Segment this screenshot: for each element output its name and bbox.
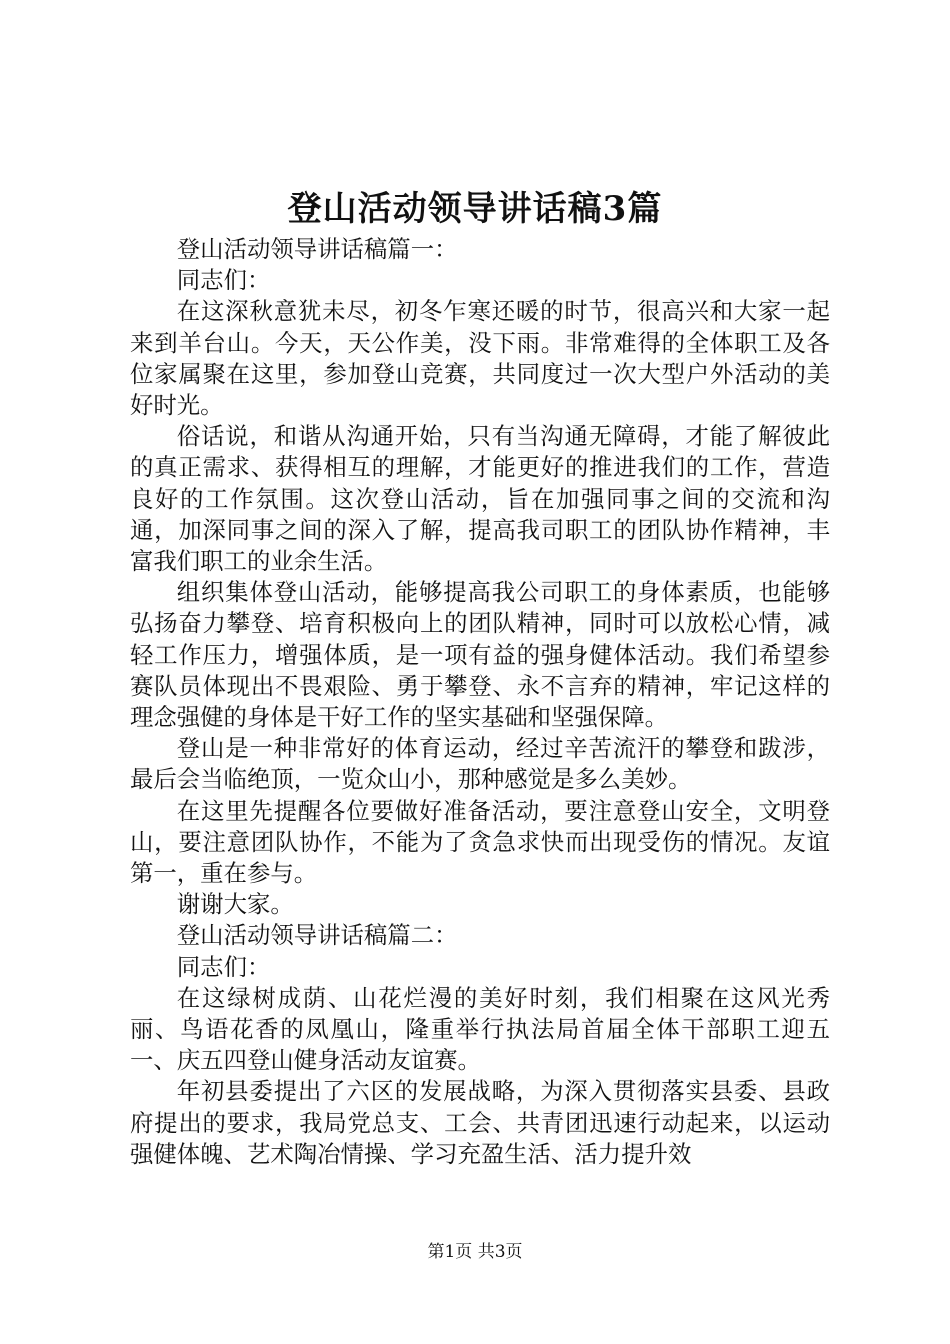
document-title: 登山活动领导讲话稿3篇 [287,189,663,229]
paragraph: 同志们： [176,952,271,981]
paragraph: 同志们： [176,266,271,295]
paragraph: 登山活动领导讲话稿篇一： [176,235,458,263]
paragraph: 俗话说，和谐从沟通开始，只有当沟通无障碍，才能了解彼此的真正需求、获得相互的理解，才能更好的推进我们的工作，营造良好的工作氛围。这次登山活动，旨在加强同事之间的交流和沟通，加深同事之间的深入了解，提高我司职工的团队协作精神，丰富我们职工的业余生活。 [130,422,830,576]
paragraph: 在这里先提醒各位要做好准备活动，要注意登山安全，文明登山，要注意团队协作，不能为了贪急求快而出现受伤的情况。友谊第一，重在参与。 [130,796,830,888]
paragraph: 登山活动领导讲话稿篇二： [176,921,458,950]
paragraph: 谢谢大家。 [176,890,294,919]
paragraph: 在这深秋意犹未尽，初冬乍寒还暖的时节，很高兴和大家一起来到羊台山。今天，天公作美，没下雨。非常难得的全体职工及各位家属聚在这里，参加登山竞赛，共同度过一次大型户外活动的美好时光。 [130,297,830,420]
paragraph: 登山是一种非常好的体育运动，经过辛苦流汗的攀登和跋涉，最后会当临绝顶，一览众山小，那种感觉是多么美妙。 [130,734,830,794]
paragraph: 组织集体登山活动，能够提高我公司职工的身体素质，也能够弘扬奋力攀登、培育积极向上的团队精神，同时可以放松心情，减轻工作压力，增强体质，是一项有益的强身健体活动。我们希望参赛队员体现出不畏艰险、勇于攀登、永不言弃的精神，牢记这样的理念强健的身体是干好工作的坚实基础和坚强保障。 [130,578,830,732]
paragraph: 年初县委提出了六区的发展战略，为深入贯彻落实县委、县政府提出的要求，我局党总支、工会、共青团迅速行动起来，以运动强健体魄、艺术陶冶情操、学习充盈生活、活力提升效 [130,1077,830,1168]
page-footer: 第1页 共3页 [427,1242,523,1262]
paragraph: 在这绿树成荫、山花烂漫的美好时刻，我们相聚在这风光秀丽、鸟语花香的凤凰山，隆重举行执法局首届全体干部职工迎五一、庆五四登山健身活动友谊赛。 [130,983,830,1075]
document-body [130,234,830,1170]
